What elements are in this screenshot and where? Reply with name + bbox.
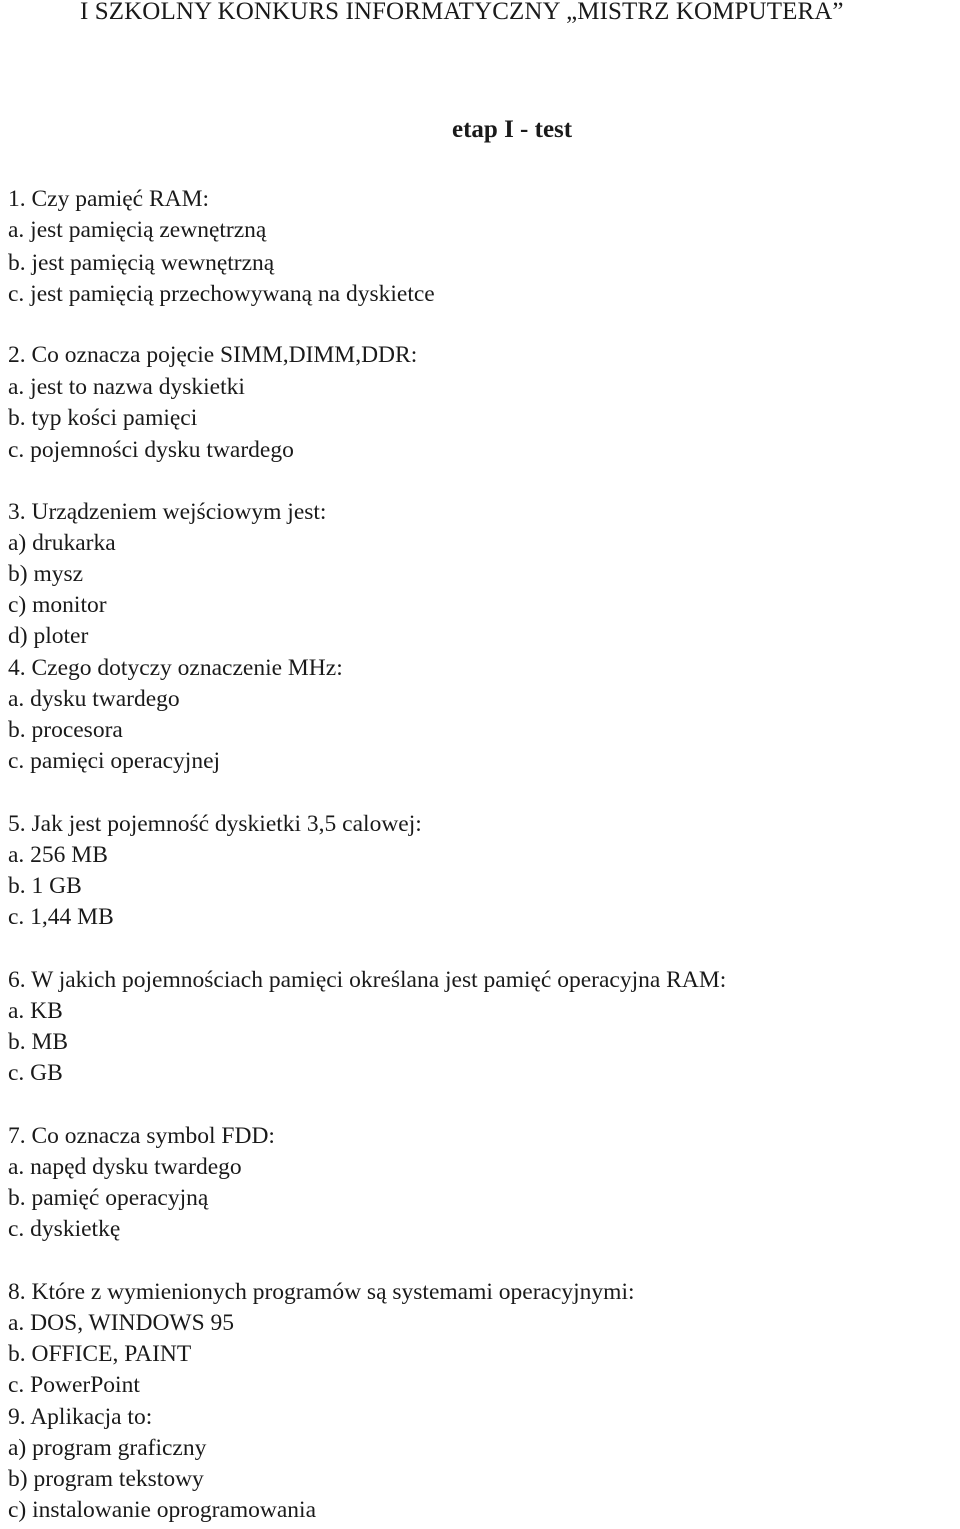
answer-option: a. jest to nazwa dyskietki (8, 374, 245, 400)
answer-option: a. 256 MB (8, 842, 108, 868)
answer-option: c. 1,44 MB (8, 904, 114, 930)
answer-option: a. jest pamięcią zewnętrzną (8, 217, 267, 243)
question-text: 4. Czego dotyczy oznaczenie MHz: (8, 655, 343, 681)
answer-option: a. KB (8, 998, 63, 1024)
answer-option: b. procesora (8, 717, 123, 743)
answer-option: d) ploter (8, 623, 89, 649)
answer-option: c. jest pamięcią przechowywaną na dyskietce (8, 281, 435, 307)
answer-option: b. jest pamięcią wewnętrzną (8, 250, 275, 276)
question-text: 8. Które z wymienionych programów są systemami operacyjnymi: (8, 1279, 635, 1305)
answer-option: a) drukarka (8, 530, 116, 556)
answer-option: a. napęd dysku twardego (8, 1154, 242, 1180)
answer-option: b. 1 GB (8, 873, 82, 899)
answer-option: c. PowerPoint (8, 1372, 140, 1398)
document-subtitle: etap I - test (452, 116, 573, 143)
answer-option: c) instalowanie oprogramowania (8, 1497, 317, 1523)
question-text: 3. Urządzeniem wejściowym jest: (8, 499, 327, 525)
answer-option: c. GB (8, 1060, 63, 1086)
answer-option: b) program tekstowy (8, 1466, 204, 1492)
answer-option: b. MB (8, 1029, 69, 1055)
answer-option: c. pamięci operacyjnej (8, 748, 221, 774)
answer-option: c. pojemności dysku twardego (8, 437, 294, 463)
question-text: 6. W jakich pojemnościach pamięci określana jest pamięć operacyjna RAM: (8, 967, 727, 993)
answer-option: a. dysku twardego (8, 686, 180, 712)
answer-option: b. pamięć operacyjną (8, 1185, 209, 1211)
answer-option: c) monitor (8, 592, 107, 618)
answer-option: b. OFFICE, PAINT (8, 1341, 192, 1367)
question-text: 7. Co oznacza symbol FDD: (8, 1123, 275, 1149)
question-text: 9. Aplikacja to: (8, 1404, 153, 1430)
answer-option: b) mysz (8, 561, 84, 587)
document-title: I SZKOLNY KONKURS INFORMATYCZNY „MISTRZ KOMPUTERA” (80, 0, 844, 25)
question-text: 5. Jak jest pojemność dyskietki 3,5 calowej: (8, 811, 422, 837)
answer-option: b. typ kości pamięci (8, 405, 198, 431)
answer-option: a) program graficzny (8, 1435, 207, 1461)
answer-option: c. dyskietkę (8, 1216, 121, 1242)
question-text: 2. Co oznacza pojęcie SIMM,DIMM,DDR: (8, 342, 418, 368)
answer-option: a. DOS, WINDOWS 95 (8, 1310, 235, 1336)
question-text: 1. Czy pamięć RAM: (8, 186, 210, 212)
